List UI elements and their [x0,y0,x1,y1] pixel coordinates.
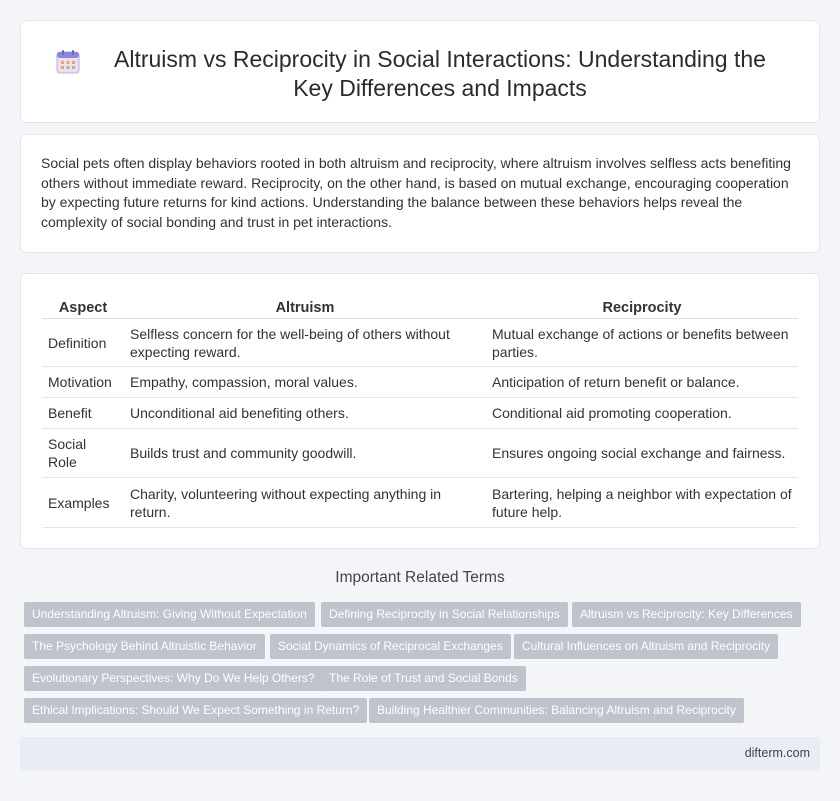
table-row [42,319,798,367]
header-altruism: Altruism [124,295,486,319]
cell-reciprocity: Anticipation of return benefit or balance. [486,367,798,398]
cell-aspect: Examples [42,478,124,528]
cell-altruism: Builds trust and community goodwill. [124,429,486,478]
intro-paragraph: Social pets often display behaviors rooted in both altruism and reciprocity, where altruism involves selfless acts benefiting others without immediate reward. Reciprocity, on the other hand, is based on mutual exchange, encouraging cooperation by expecting future returns for kind actions. Understanding the balance between these behaviors helps reveal the complexity of social bonding and trust in pet interactions. [41,155,791,230]
calendar-grid-icon [55,49,81,75]
header-reciprocity: Reciprocity [486,295,798,319]
cell-aspect: Benefit [42,398,124,429]
table-row [42,478,798,528]
table-row [42,398,798,429]
cell-reciprocity: Bartering, helping a neighbor with expectation of future help. [486,478,798,528]
header-aspect: Aspect [42,295,124,319]
related-tag[interactable]: Social Dynamics of Reciprocal Exchanges [270,634,511,659]
intro-card [20,134,820,253]
related-tag[interactable]: Altruism vs Reciprocity: Key Differences [572,602,801,627]
table-header-row [42,295,798,319]
related-tag[interactable]: Evolutionary Perspectives: Why Do We Help Others? [24,666,323,691]
related-tag[interactable]: The Role of Trust and Social Bonds [321,666,526,691]
cell-altruism: Empathy, compassion, moral values. [124,367,486,398]
footer-site[interactable]: difterm.com [744,746,810,760]
related-tag[interactable]: Building Healthier Communities: Balancing Altruism and Reciprocity [369,698,744,723]
related-tag[interactable]: Cultural Influences on Altruism and Reciprocity [514,634,778,659]
footer [20,737,820,770]
table-row [42,367,798,398]
cell-reciprocity: Ensures ongoing social exchange and fairness. [486,429,798,478]
cell-aspect: Motivation [42,367,124,398]
table-row [42,429,798,478]
page-title: Altruism vs Reciprocity in Social Interactions: Understanding the Key Differences and Impacts [114,46,766,101]
related-tag[interactable]: Defining Reciprocity in Social Relationships [321,602,568,627]
comparison-card [20,273,820,549]
cell-altruism: Charity, volunteering without expecting anything in return. [124,478,486,528]
cell-aspect: Definition [42,319,124,367]
cell-reciprocity: Mutual exchange of actions or benefits between parties. [486,319,798,367]
comparison-table [42,295,798,528]
cell-altruism: Selfless concern for the well-being of others without expecting reward. [124,319,486,367]
cell-aspect: Social Role [42,429,124,478]
related-tag[interactable]: Ethical Implications: Should We Expect Something in Return? [24,698,367,723]
cell-reciprocity: Conditional aid promoting cooperation. [486,398,798,429]
related-terms-heading: Important Related Terms [335,569,505,586]
cell-altruism: Unconditional aid benefiting others. [124,398,486,429]
related-tag[interactable]: Understanding Altruism: Giving Without Expectation [24,602,315,627]
related-tag[interactable]: The Psychology Behind Altruistic Behavior [24,634,265,659]
title-card [20,20,820,123]
